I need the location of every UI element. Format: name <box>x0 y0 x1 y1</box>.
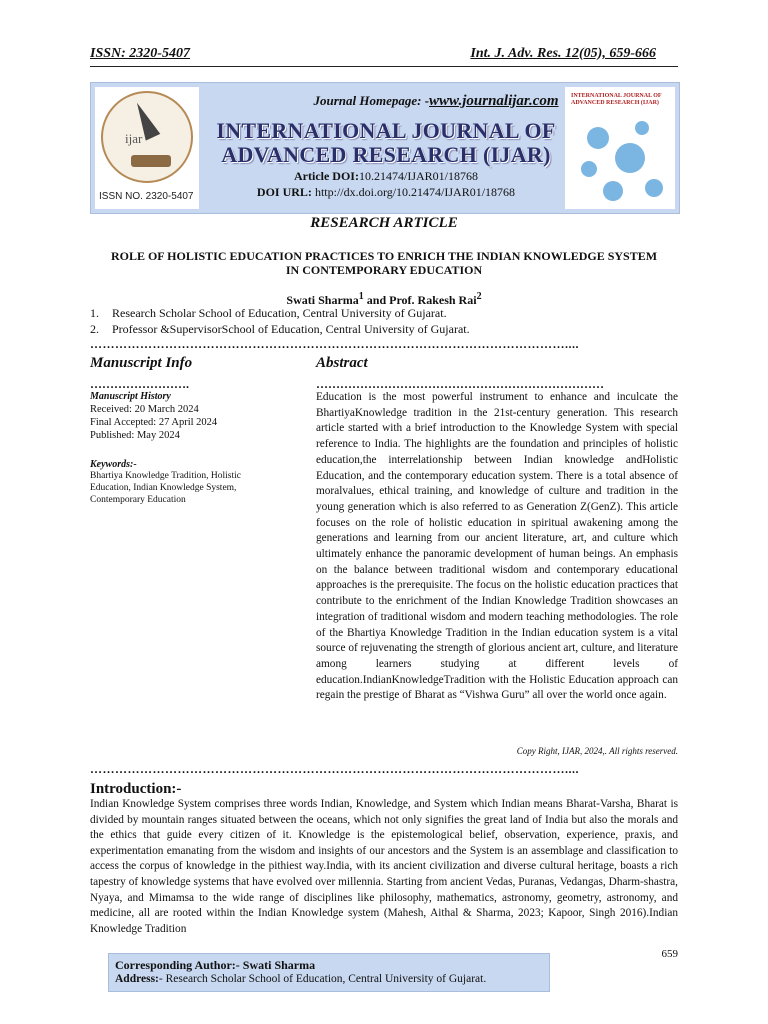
molecule-icon <box>587 127 609 149</box>
journal-cover-image: INTERNATIONAL JOURNAL OF ADVANCED RESEARCH (IJAR) <box>565 87 675 209</box>
keywords-text: Bhartiya Knowledge Tradition, Holistic Education, Indian Knowledge System, Contemporary Education <box>90 471 241 505</box>
published-date: Published: May 2024 <box>90 430 180 441</box>
doi-url: DOI URL: http://dx.doi.org/10.21474/IJAR01/18768 <box>256 185 516 199</box>
affiliation-2: 2. Professor &SupervisorSchool of Education, Central University of Gujarat. <box>90 322 470 336</box>
issn-header: ISSN: 2320-5407 <box>90 46 190 61</box>
journal-name: INTERNATIONAL JOURNAL OF ADVANCED RESEARCH (IJAR) <box>216 118 556 167</box>
abstract-heading: Abstract <box>316 355 368 371</box>
molecule-icon <box>603 181 623 201</box>
logo-emblem <box>101 91 193 183</box>
molecule-icon <box>581 161 597 177</box>
abstract-text: Education is the most powerful instrument to enhance and inculcate the BhartiyaKnowledge tradition in the 21st-century generation. This research article started with a brief introduction to the Knowledge System with special reference to India. The highlights are the foundation and principles of holistic education,the interrelationship between Indian knowledge andHolistic Education, and the contemporary education system. There is a total absence of moralvalues, ethical training, and knowledge of culture and tradition in the young generation which is also referred to as Generation Z(GenZ). This article focuses on the role of holistic education in spiritual awakening among the generations and learning from our ancient literature, art, and culture which ultimately enhance the panoramic development of human beings. An emphasis on the balance between traditional wisdom and contemporary educational approaches is the prerequisite. The focus on the holistic education practices that contribute to the enrichment of the Indian Knowledge Tradition showcases an integration of traditional wisdom and modern teaching methodologies. The role of the Bhartiya Knowledge Tradition in the Indian education system is a vital source of rejuvenating the strength of glorious ancient art, culture, and literature among learners studying at different levels of education.IndianKnowledgeTradition with the Holistic Education approach can regain the prestige of Bharat as “Vishwa Guru” all over the world once again. <box>316 391 678 702</box>
book-icon <box>131 155 171 167</box>
affiliation-1: 1. Research Scholar School of Education, Central University of Gujarat. <box>90 306 447 320</box>
manuscript-history-heading: Manuscript History <box>90 391 171 402</box>
header-rule <box>90 66 678 67</box>
journal-logo <box>95 87 199 209</box>
article-doi: Article DOI:10.21474/IJAR01/18768 <box>294 169 478 183</box>
molecule-icon <box>645 179 663 197</box>
article-type: RESEARCH ARTICLE <box>310 215 458 231</box>
citation-header: Int. J. Adv. Res. 12(05), 659-666 <box>470 46 656 61</box>
corresponding-author-box <box>108 953 550 992</box>
journal-banner <box>90 82 680 214</box>
separator: ……………………. <box>90 377 189 391</box>
separator: …………………………………………………………………………………………………….... <box>90 337 579 351</box>
introduction-text: Indian Knowledge System comprises three words Indian, Knowledge, and System which Indian means Bharat-Varsha, Bharat is divided by mountain ranges situated between the oceans, which not only signifies the great land of India but also the morals and the ethics that guide every citizen of it. Knowledge is the epistemological belief, observation, experience, praxis, and experimentation emanating from the wisdom and insights of our ancestors and the System is an assemblage and classification to access the corpus of knowledge in the pithiest way.India, with its ancient civilization and diverse cultural heritage, boasts a rich tapestry of knowledge systems that have evolved over millennia. Starting from ancient Vedas, Puranas, Vedangas, Dharm-shastra, Nyaya, and Mimamsa to the wide range of disciplines like philosophy, mathematics, astronomy, geometry, astronomy, and medicine, all are rooted within the Indian Knowledge system (Mahesh, Aithal & Sharma, 2023; Kapoor, Singh 2016).Indian Knowledge Tradition <box>90 798 678 935</box>
doi-link[interactable]: http://dx.doi.org/10.21474/IJAR01/18768 <box>314 185 516 199</box>
molecule-icon <box>615 143 645 173</box>
manuscript-info-heading: Manuscript Info <box>90 355 193 371</box>
separator: ……………………………………………………………… <box>316 377 604 391</box>
corresponding-author: Corresponding Author:- Swati Sharma <box>115 958 316 972</box>
molecule-icon <box>635 121 649 135</box>
article-title: ROLE OF HOLISTIC EDUCATION PRACTICES TO ENRICH THE INDIAN KNOWLEDGE SYSTEM IN CONTEMPORARY EDUCATION <box>110 249 658 277</box>
author-list: Swati Sharma$^1$ and Prof. Rakesh Rai$^2$ <box>286 291 482 307</box>
page-number: 659 <box>661 948 678 960</box>
logo-text: ijar <box>125 131 143 146</box>
keywords-heading: Keywords:- <box>90 459 137 470</box>
homepage-link[interactable]: www.journalijar.com <box>429 93 559 109</box>
author-address: Address:- Research Scholar School of Education, Central University of Gujarat. <box>115 973 487 985</box>
logo-issn: ISSN NO. 2320-5407 <box>99 191 194 202</box>
accepted-date: Final Accepted: 27 April 2024 <box>90 417 218 428</box>
copyright-notice: Copy Right, IJAR, 2024,. All rights reserved. <box>516 746 678 756</box>
introduction-heading: Introduction:- <box>90 781 182 797</box>
received-date: Received: 20 March 2024 <box>90 404 199 415</box>
separator: …………………………………………………………………………………………………….... <box>90 762 579 776</box>
journal-homepage: Journal Homepage: -www.journalijar.com <box>313 93 559 109</box>
